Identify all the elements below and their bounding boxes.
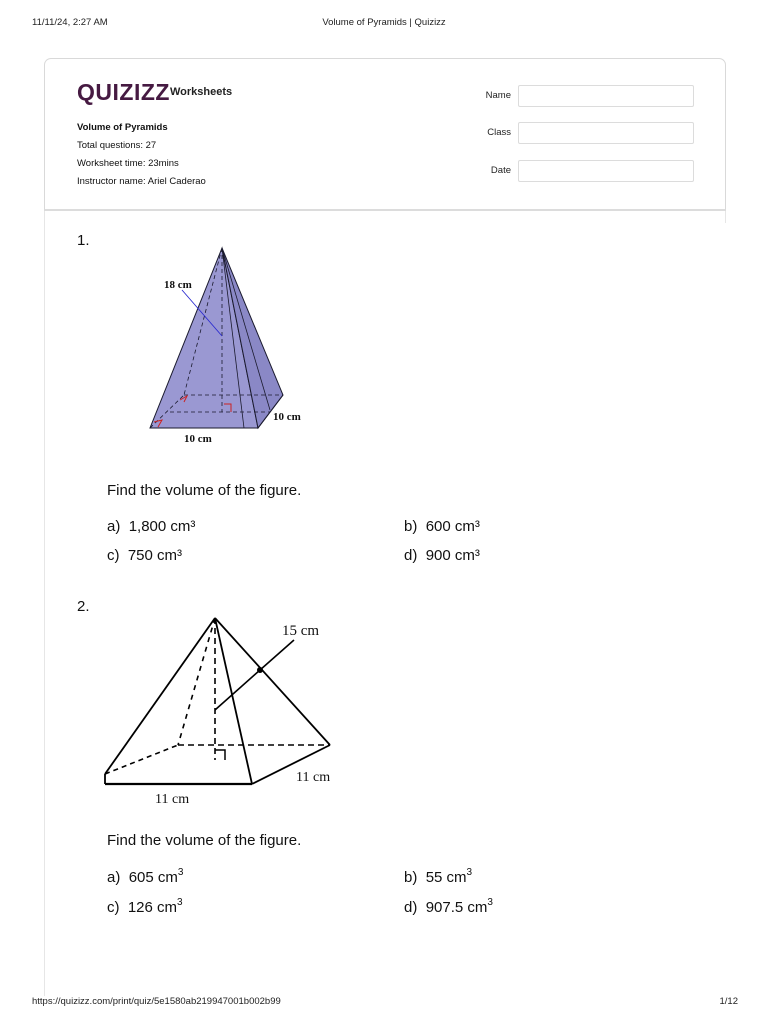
question-1-option-c[interactable] <box>107 547 182 564</box>
name-label: Name <box>485 90 511 101</box>
instructor-name: Instructor name: Ariel Caderao <box>77 176 206 187</box>
class-field-row <box>481 122 694 144</box>
name-field-row <box>481 85 694 107</box>
option-exponent: 3 <box>177 897 183 908</box>
option-letter: d) <box>404 547 418 564</box>
question-1-prompt: Find the volume of the figure. <box>107 482 302 499</box>
pyramid-edge <box>105 618 215 774</box>
question-2-option-a[interactable] <box>107 868 183 886</box>
question-2-option-c[interactable] <box>107 898 183 916</box>
print-page-count: 1/12 <box>719 996 738 1007</box>
option-value: 900 cm³ <box>425 547 480 564</box>
question-1-number: 1. <box>77 232 90 249</box>
question-2-prompt: Find the volume of the figure. <box>107 832 302 849</box>
quiz-title: Volume of Pyramids <box>77 122 168 133</box>
question-2-option-d[interactable] <box>404 898 493 916</box>
right-angle-marker <box>215 750 225 760</box>
page-left-rule <box>44 211 45 996</box>
name-field[interactable] <box>518 85 694 107</box>
question-1-option-a[interactable] <box>107 518 195 535</box>
depth-label: 11 cm <box>296 770 331 785</box>
class-label: Class <box>487 127 511 138</box>
date-field-row <box>481 160 694 182</box>
option-value: 907.5 cm <box>425 899 488 916</box>
option-value: 55 cm <box>425 869 467 886</box>
quizizz-logo: QUIZIZZ <box>77 79 170 105</box>
option-letter: a) <box>107 518 121 535</box>
option-value: 1,800 cm³ <box>128 518 196 535</box>
option-value: 605 cm <box>128 869 178 886</box>
slant-label: 15 cm <box>282 623 320 639</box>
option-letter: a) <box>107 869 121 886</box>
option-letter: c) <box>107 899 120 916</box>
print-timestamp: 11/11/24, 2:27 AM <box>32 17 108 28</box>
question-1-option-b[interactable] <box>404 518 480 535</box>
print-page-title: Volume of Pyramids | Quizizz <box>322 17 446 28</box>
option-letter: b) <box>404 869 418 886</box>
quiz-meta <box>77 119 206 191</box>
print-url: https://quizizz.com/print/quiz/5e1580ab219947001b002b99 <box>32 996 281 1007</box>
date-field[interactable] <box>518 160 694 182</box>
print-header <box>0 17 768 31</box>
option-exponent: 3 <box>177 867 184 878</box>
depth-label: 10 cm <box>273 411 301 423</box>
width-label: 10 cm <box>184 433 212 445</box>
question-2-number: 2. <box>77 598 90 615</box>
question-2-pyramid-figure <box>100 610 350 810</box>
option-value: 750 cm³ <box>127 547 183 564</box>
pyramid-edge <box>215 618 252 784</box>
question-2-option-b[interactable] <box>404 868 472 886</box>
page-right-rule <box>725 211 726 223</box>
option-value: 600 cm³ <box>425 518 480 535</box>
worksheet-header-card <box>44 58 726 211</box>
worksheets-label: Worksheets <box>170 86 233 98</box>
option-letter: b) <box>404 518 418 535</box>
slant-height-line <box>215 670 260 710</box>
slant-midpoint <box>257 667 263 673</box>
question-1-pyramid-figure <box>140 242 320 452</box>
hidden-edge <box>178 618 215 745</box>
total-questions: Total questions: 27 <box>77 140 157 151</box>
class-field[interactable] <box>518 122 694 144</box>
option-exponent: 3 <box>487 897 493 908</box>
option-exponent: 3 <box>466 867 473 878</box>
width-label: 11 cm <box>155 792 190 807</box>
option-value: 126 cm <box>127 899 178 916</box>
option-letter: c) <box>107 547 120 564</box>
option-letter: d) <box>404 899 418 916</box>
question-1-option-d[interactable] <box>404 547 480 564</box>
slant-label: 18 cm <box>164 279 192 291</box>
slant-pointer-line <box>260 640 294 670</box>
date-label: Date <box>490 165 511 176</box>
worksheet-time: Worksheet time: 23mins <box>77 158 179 169</box>
